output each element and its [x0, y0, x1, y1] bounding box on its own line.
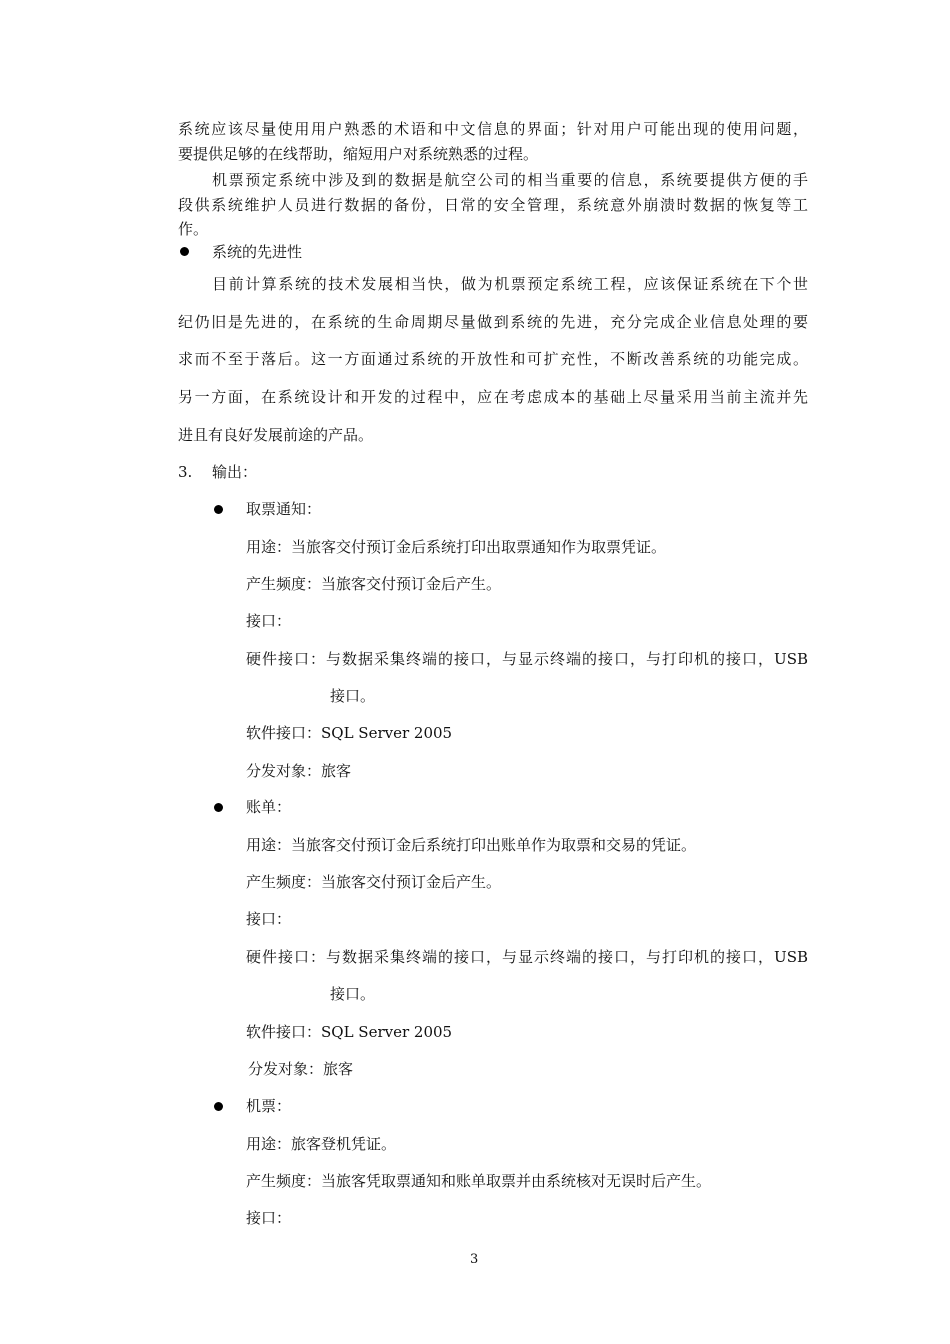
item-interface: 接口： — [246, 612, 292, 630]
paragraph-line: 目前计算系统的技术发展相当快，做为机票预定系统工程，应该保证系统在下个世 — [212, 275, 808, 293]
item-software-interface: 软件接口：SQL Server 2005 — [246, 1023, 453, 1041]
bullet-icon — [214, 1102, 223, 1111]
item-interface: 接口： — [246, 910, 292, 928]
section-title: 输出： — [212, 463, 258, 481]
section-heading: 系统的先进性 — [212, 243, 303, 261]
item-software-interface: 软件接口：SQL Server 2005 — [246, 724, 453, 742]
page-number: 3 — [470, 1252, 479, 1267]
bullet-icon — [214, 505, 223, 514]
section-number: 3. — [178, 463, 193, 481]
item-hardware-interface-cont: 接口。 — [330, 985, 376, 1003]
bullet-icon — [214, 803, 223, 812]
item-title: 机票： — [246, 1097, 292, 1115]
paragraph-line: 求而不至于落后。这一方面通过系统的开放性和可扩充性，不断改善系统的功能完成。 — [178, 350, 808, 368]
item-title: 账单： — [246, 798, 292, 816]
item-target: 分发对象：旅客 — [246, 762, 352, 780]
paragraph-line: 进且有良好发展前途的产品。 — [178, 426, 374, 444]
item-frequency: 产生频度：当旅客交付预订金后产生。 — [246, 575, 502, 593]
item-title: 取票通知： — [246, 500, 322, 518]
bullet-icon — [180, 247, 189, 256]
paragraph-line: 要提供足够的在线帮助，缩短用户对系统熟悉的过程。 — [178, 145, 539, 163]
paragraph-line: 另一方面，在系统设计和开发的过程中，应在考虑成本的基础上尽量采用当前主流并先 — [178, 388, 808, 406]
item-interface: 接口： — [246, 1209, 292, 1227]
item-usage: 用途：当旅客交付预订金后系统打印出取票通知作为取票凭证。 — [246, 538, 667, 556]
item-frequency: 产生频度：当旅客交付预订金后产生。 — [246, 873, 502, 891]
paragraph-line: 系统应该尽量使用用户熟悉的术语和中文信息的界面；针对用户可能出现的使用问题， — [178, 120, 808, 138]
item-hardware-interface: 硬件接口：与数据采集终端的接口，与显示终端的接口，与打印机的接口，USB — [246, 948, 808, 966]
paragraph-line: 作。 — [178, 220, 209, 238]
paragraph-line: 机票预定系统中涉及到的数据是航空公司的相当重要的信息，系统要提供方便的手 — [212, 171, 808, 189]
item-hardware-interface-cont: 接口。 — [330, 687, 376, 705]
item-frequency: 产生频度：当旅客凭取票通知和账单取票并由系统核对无误时后产生。 — [246, 1172, 712, 1190]
item-target: 分发对象：旅客 — [248, 1060, 354, 1078]
paragraph-line: 段供系统维护人员进行数据的备份，日常的安全管理，系统意外崩溃时数据的恢复等工 — [178, 196, 808, 214]
item-hardware-interface: 硬件接口：与数据采集终端的接口，与显示终端的接口，与打印机的接口，USB — [246, 650, 808, 668]
item-usage: 用途：旅客登机凭证。 — [246, 1135, 397, 1153]
item-usage: 用途：当旅客交付预订金后系统打印出账单作为取票和交易的凭证。 — [246, 836, 697, 854]
paragraph-line: 纪仍旧是先进的，在系统的生命周期尽量做到系统的先进，充分完成企业信息处理的要 — [178, 313, 808, 331]
